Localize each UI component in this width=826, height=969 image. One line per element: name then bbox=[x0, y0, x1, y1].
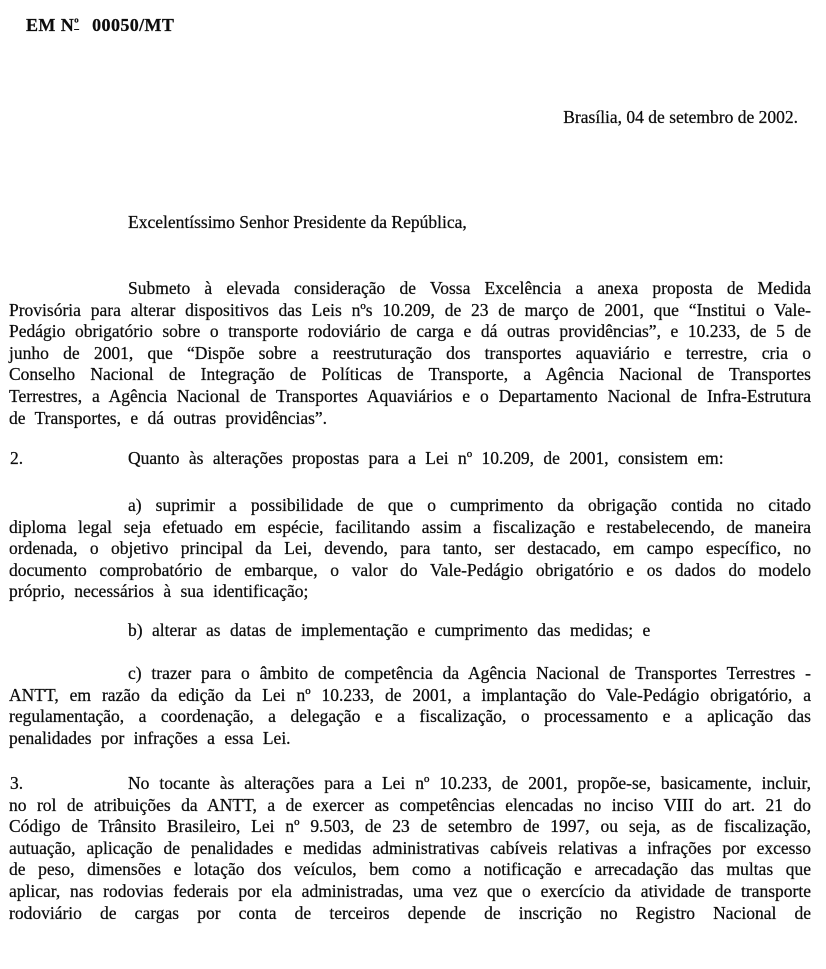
reference-ordinal-indicator: º bbox=[74, 17, 80, 32]
paragraph-item-c bbox=[9, 663, 811, 749]
salutation: Excelentíssimo Senhor Presidente da República, bbox=[128, 212, 467, 232]
dateline: Brasília, 04 de setembro de 2002. bbox=[563, 107, 798, 127]
paragraph-text: c) trazer para o âmbito de competência da Agência Nacional de Transportes Terrestres - ANTT, em razão da edição da Lei nº 10.233, de 2001, a implantação do Vale-Pedágio obrigatório, a regulamentação, a coordenação, a delegação e a fiscalização, o processamento e a aplicação das penalidades por infrações a essa Lei. bbox=[9, 663, 811, 748]
reference-label: EM N bbox=[26, 15, 75, 35]
paragraph-3 bbox=[9, 773, 811, 924]
paragraph-text: No tocante às alterações para a Lei nº 10.233, de 2001, propõe-se, basicamente, incluir, no rol de atribuições da ANTT, a de exercer as competências elencadas no inciso VIII do art. 21 do Código de Trânsito Brasileiro, Lei nº 9.503, de 23 de setembro de 1997, ou seja, as de fiscalização, autuação, aplicação de penalidades e medidas administrativas cabíveis relativas a infrações por excesso de peso, dimensões e lotação dos veículos, bem como a notificação e arrecadação das multas que aplicar, nas rodovias federais por ela administradas, uma vez que o exercício da atividade de transporte rodoviário de cargas por conta de terceiros depende de inscrição no Registro Nacional de bbox=[9, 773, 811, 923]
paragraph-text: Quanto às alterações propostas para a Lei nº 10.209, de 2001, consistem em: bbox=[128, 448, 724, 468]
paragraph-number: 3. bbox=[10, 773, 24, 793]
paragraph-number: 2. bbox=[10, 448, 24, 468]
paragraph-2 bbox=[9, 448, 811, 470]
paragraph-item-a bbox=[9, 495, 811, 603]
paragraph-intro bbox=[9, 278, 811, 429]
paragraph-text: a) suprimir a possibilidade de que o cumprimento da obrigação contida no citado diploma legal seja efetuado em espécie, facilitando assim a fiscalização e restabelecendo, de maneira ordenada, o objetivo principal da Lei, devendo, para tanto, ser destacado, em campo específico, no documento comprobatório de embarque, o valor do Vale-Pedágio obrigatório e os dados do modelo próprio, necessários à sua identificação; bbox=[9, 495, 811, 602]
paragraph-text: Submeto à elevada consideração de Vossa Excelência a anexa proposta de Medida Provisória para alterar dispositivos das Leis nºs 10.209, de 23 de março de 2001, que “Institui o Vale-Pedágio obrigatório sobre o transporte rodoviário de carga e dá outras providências”, e 10.233, de 5 de junho de 2001, que “Dispõe sobre a reestruturação dos transportes aquaviário e terrestre, cria o Conselho Nacional de Integração de Políticas de Transporte, a Agência Nacional de Transportes Terrestres, a Agência Nacional de Transportes Aquaviários e o Departamento Nacional de Infra-Estrutura de Transportes, e dá outras providências”. bbox=[9, 278, 811, 428]
paragraph-text: b) alterar as datas de implementação e cumprimento das medidas; e bbox=[128, 620, 651, 640]
reference-number: 00050/MT bbox=[92, 15, 175, 35]
paragraph-item-b bbox=[9, 620, 811, 642]
document-reference bbox=[26, 14, 174, 37]
